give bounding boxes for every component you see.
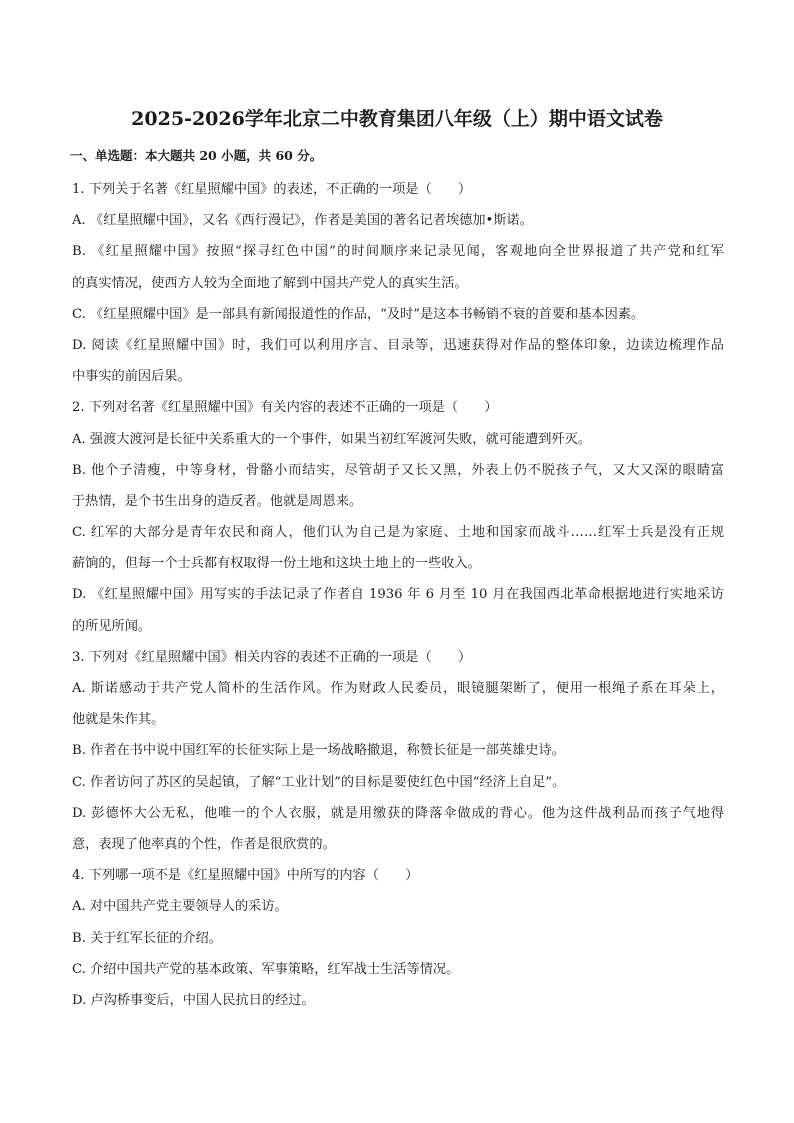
question-1-option-a: A. 《红星照耀中国》，又名《西行漫记》，作者是美国的著名记者埃德加•斯诺。 [72, 213, 533, 229]
section-heading: 一、单选题：本大题共 20 小题，共 60 分。 [70, 148, 323, 163]
question-list [72, 174, 724, 1016]
question-1-option-b-cont: 的真实情况，使西方人较为全面地了解到中国共产党人的真实生活。 [72, 275, 468, 291]
question-1-option-d-cont: 中事实的前因后果。 [72, 369, 191, 385]
question-3-option-a: A. 斯诺感动于共产党人简朴的生活作风。作为财政人民委员，眼镜腿架断了，便用一根绳子系在耳朵上， [72, 681, 724, 696]
question-2-stem: 2. 下列对名著《红星照耀中国》有关内容的表述不正确的一项是（ ） [72, 400, 498, 416]
question-3-option-d: D. 彭德怀大公无私，他唯一的个人衣服，就是用缴获的降落伞做成的背心。他为这件战利品而孩子气地得 [72, 805, 724, 821]
question-2-option-c-cont: 薪饷的，但每一个士兵都有权取得一份土地和这块土地上的一些收入。 [72, 556, 481, 572]
question-4-option-c: C. 介绍中国共产党的基本政策、军事策略，红军战士生活等情况。 [72, 961, 460, 977]
question-3-stem: 3. 下列对《红星照耀中国》相关内容的表述不正确的一项是（ ） [72, 649, 472, 665]
page-title: 2025-2026学年北京二中教育集团八年级（上）期中语文试卷 [131, 108, 663, 130]
question-2-option-b-cont: 于热情，是个书生出身的造反者。他就是周恩来。 [72, 493, 363, 509]
question-1-option-c: C. 《红星照耀中国》是一部具有新闻报道性的作品，“及时”是这本书畅销不衰的首要和基本因素。 [72, 306, 645, 322]
question-2-option-a: A. 强渡大渡河是长征中关系重大的一个事件，如果当初红军渡河失败，就可能遭到歼灭。 [72, 431, 592, 447]
question-4-option-d: D. 卢沟桥事变后，中国人民抗日的经过。 [72, 992, 315, 1008]
question-2-option-d-cont: 的所见所闻。 [72, 618, 152, 634]
question-3-option-d-cont: 意，表现了他率真的个性，作者是很欣赏的。 [72, 836, 336, 852]
question-4-option-b: B. 关于红军长征的介绍。 [72, 930, 222, 946]
question-2-option-d: D. 《红星照耀中国》用写实的手法记录了作者自 1936 年 6 月至 10 月在我国西北革命根据地进行实地采访 [72, 587, 724, 603]
question-4-option-a: A. 对中国共产党主要领导人的采访。 [72, 899, 288, 915]
question-1-option-d: D. 阅读《红星照耀中国》时，我们可以利用序言、目录等，迅速获得对作品的整体印象，边读边梳理作品 [72, 337, 724, 353]
question-3-option-b: B. 作者在书中说中国红军的长征实际上是一场战略撤退，称赞长征是一部英雄史诗。 [72, 743, 565, 759]
question-2-option-b: B. 他个子清瘦，中等身材，骨骼小而结实，尽管胡子又长又黑，外表上仍不脱孩子气，又大又深的眼睛富 [72, 462, 724, 478]
question-3-option-a-cont: 他就是朱作其。 [72, 712, 165, 728]
question-4-stem: 4. 下列哪一项不是《红星照耀中国》中所写的内容（ ） [72, 868, 419, 884]
question-3-option-c: C. 作者访问了苏区的吴起镇，了解“工业计划”的目标是要使红色中国“经济上自足”。 [72, 774, 566, 790]
question-2-option-c: C. 红军的大部分是青年农民和商人，他们认为自己是为家庭、土地和国家而战斗……红军士兵是没有正规 [72, 525, 724, 541]
question-1-stem: 1. 下列关于名著《红星照耀中国》的表述，不正确的一项是（ ） [72, 182, 472, 197]
question-1-option-b: B. 《红星照耀中国》按照“探寻红色中国”的时间顺序来记录见闻，客观地向全世界报道了共产党和红军 [72, 244, 724, 260]
